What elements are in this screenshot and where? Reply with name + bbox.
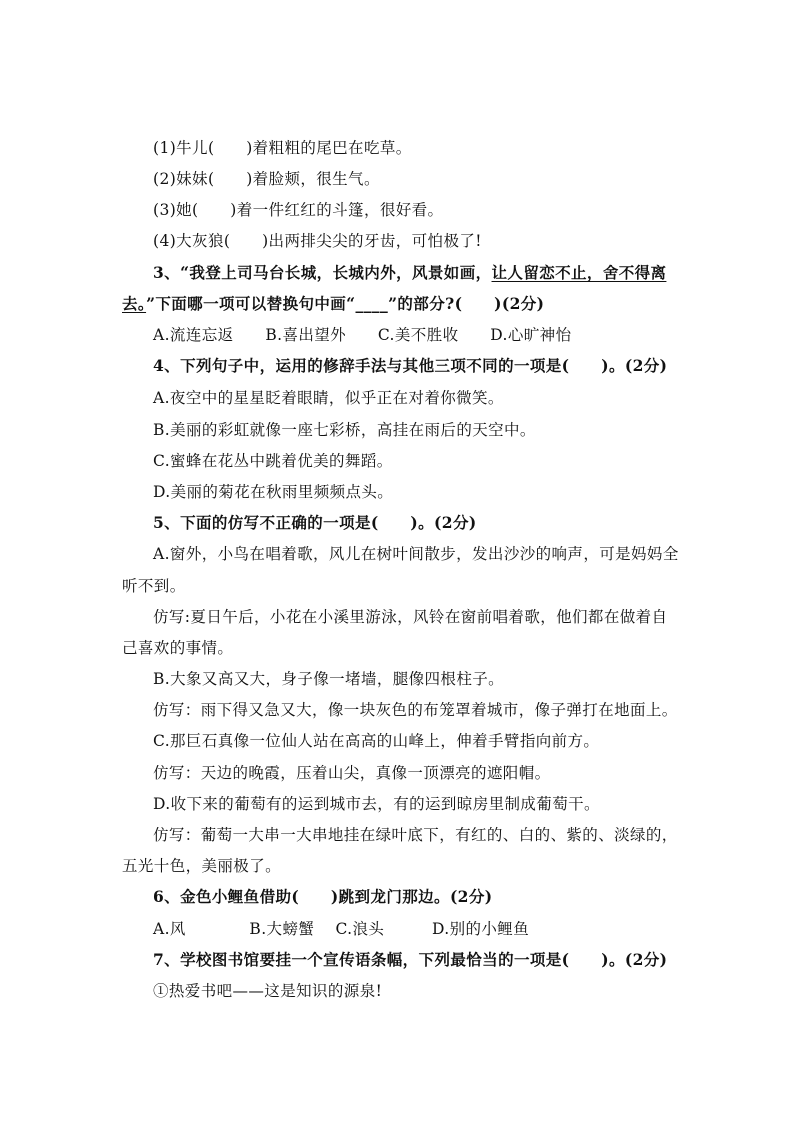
question-5-option: 听不到。 (122, 577, 186, 595)
question-5-imitation: 仿写：葡萄一大串一大串地挂在绿叶底下，有红的、白的、紫的、淡绿的， (153, 826, 678, 844)
question-5-imitation: 五光十色，美丽极了。 (122, 857, 282, 875)
q3-underlined-text: 去。 (122, 294, 147, 313)
fill-item: (1)牛儿( )着粗粗的尾巴在吃草。 (153, 139, 412, 157)
question-5-option: A.窗外，小鸟在唱着歌，风儿在树叶间散步，发出沙沙的响声，可是妈妈全 (153, 545, 679, 563)
question-5-option: D.收下来的葡萄有的运到城市去，有的运到晾房里制成葡萄干。 (153, 795, 600, 813)
question-4-option: C.蜜蜂在花丛中跳着优美的舞蹈。 (153, 452, 393, 470)
fill-item: (2)妹妹( )着脸颊，很生气。 (153, 170, 380, 188)
question-5-imitation: 仿写：雨下得又急又大，像一块灰色的布笼罩着城市，像子弹打在地面上。 (153, 701, 678, 719)
question-5-stem: 5、下面的仿写不正确的一项是( )。(2分) (153, 513, 477, 532)
q3-text: 3、“我登上司马台长城，长城内外，风景如画， (153, 263, 492, 282)
question-5-imitation: 己喜欢的事情。 (122, 639, 234, 657)
question-7-option: ①热爱书吧——这是知识的源泉! (153, 982, 383, 1000)
question-5-imitation: 仿写:夏日午后，小花在小溪里游泳，风铃在窗前唱着歌，他们都在做着自 (153, 608, 668, 626)
question-6-stem: 6、金色小鲤鱼借助( )跳到龙门那边。(2分) (153, 887, 493, 906)
question-4-option: B.美丽的彩虹就像一座七彩桥，高挂在雨后的天空中。 (153, 421, 536, 439)
question-6-options: A.风 B.大螃蟹 C.浪头 D.别的小鲤鱼 (153, 920, 530, 938)
fill-item: (3)她( )着一件红红的斗篷，很好看。 (153, 201, 444, 219)
question-3-options: A.流连忘返 B.喜出望外 C.美不胜收 D.心旷神怡 (153, 326, 572, 344)
question-4-stem: 4、下列句子中，运用的修辞手法与其他三项不同的一项是( )。(2分) (153, 356, 668, 375)
question-3-stem-cont (122, 293, 544, 315)
question-4-option: A.夜空中的星星眨着眼睛，似乎正在对着你微笑。 (153, 389, 504, 407)
q3-text: ”下面哪一项可以替换句中画“____”的部分?( )(2分) (146, 294, 545, 313)
question-5-imitation: 仿写：天边的晚霞，压着山尖，真像一顶漂亮的遮阳帽。 (153, 764, 551, 782)
question-5-option: B.大象又高又大，身子像一堵墙，腿像四根柱子。 (153, 670, 505, 688)
fill-item: (4)大灰狼( )出两排尖尖的牙齿，可怕极了! (153, 232, 482, 250)
q3-underlined-text: 让人留恋不止，舍不得离 (491, 263, 667, 282)
question-3-stem (153, 262, 666, 284)
question-5-option: C.那巨石真像一位仙人站在高高的山峰上，伸着手臂指向前方。 (153, 732, 600, 750)
question-7-stem: 7、学校图书馆要挂一个宣传语条幅，下列最恰当的一项是( )。(2分) (153, 950, 668, 969)
question-4-option: D.美丽的菊花在秋雨里频频点头。 (153, 483, 394, 501)
